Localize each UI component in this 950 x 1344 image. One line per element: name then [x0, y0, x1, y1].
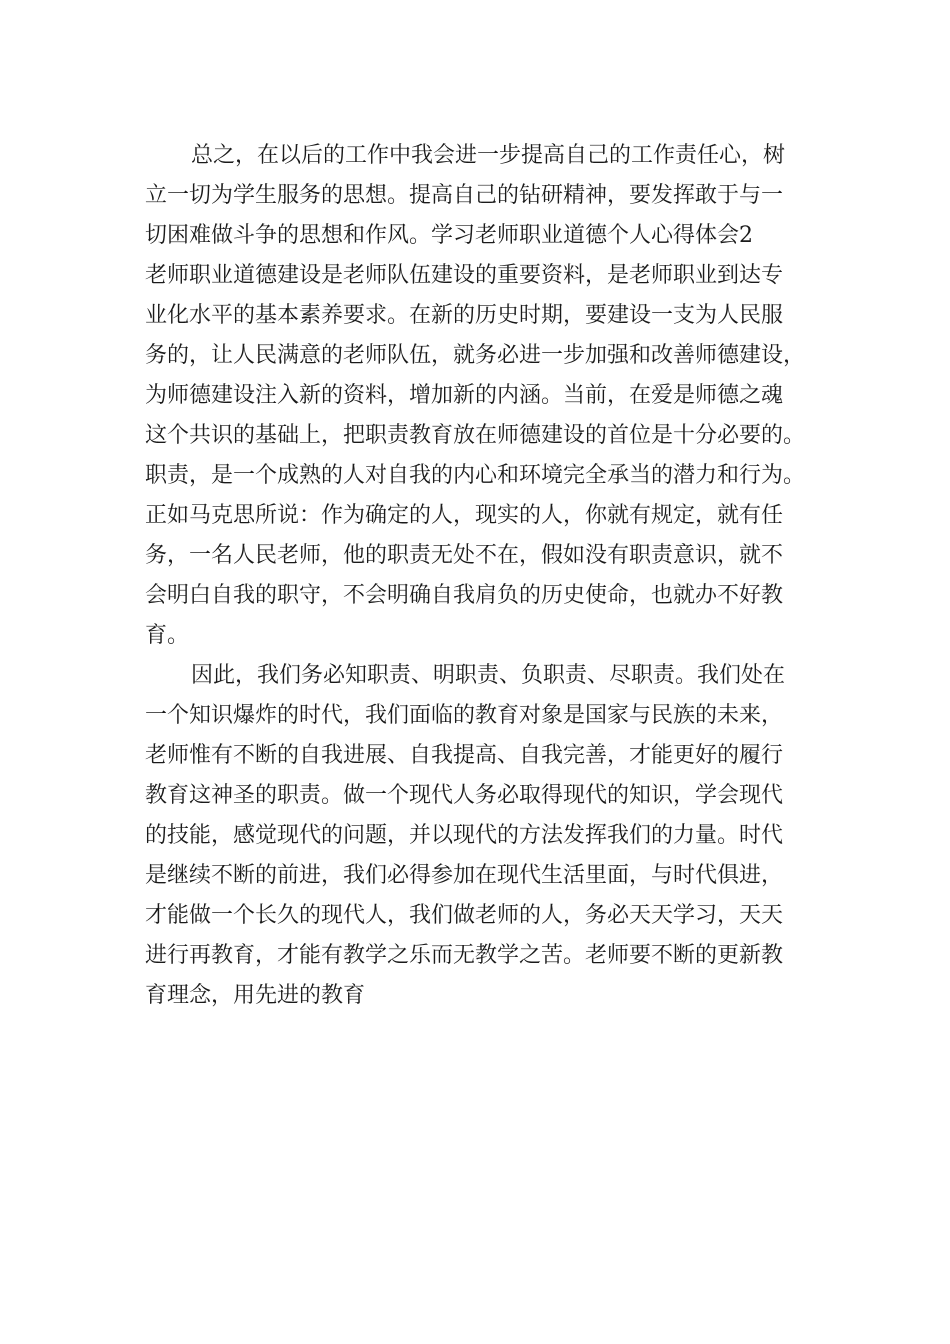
text-line: 业化水平的基本素养要求。在新的历史时期，要建设一支为人民服: [145, 303, 784, 328]
text-line: 正如马克思所说：作为确定的人，现实的人，你就有规定，就有任: [145, 503, 784, 528]
text-line: 务，一名人民老师，他的职责无处不在，假如没有职责意识，就不: [145, 543, 784, 568]
text-line: 立一切为学生服务的思想。提高自己的钻研精神，要发挥敢于与一: [145, 183, 784, 208]
text-line: 老师职业道德建设是老师队伍建设的重要资料，是老师职业到达专: [145, 263, 784, 288]
text-line: 是继续不断的前进，我们必得参加在现代生活里面，与时代俱进，: [145, 863, 784, 888]
text-line: 才能做一个长久的现代人，我们做老师的人，务必天天学习，天天: [145, 903, 784, 928]
text-line: 切困难做斗争的思想和作风。学习老师职业道德个人心得体会2: [145, 223, 753, 248]
text-line: 育。: [145, 623, 190, 648]
text-line: 会明白自我的职守，不会明确自我肩负的历史使命，也就办不好教: [145, 583, 784, 608]
text-line: 总之，在以后的工作中我会进一步提高自己的工作责任心，树: [191, 143, 786, 168]
text-line: 因此，我们务必知职责、明职责、负职责、尽职责。我们处在: [191, 663, 786, 688]
text-line: 老师惟有不断的自我进展、自我提高、自我完善，才能更好的履行: [145, 743, 784, 768]
text-line: 进行再教育，才能有教学之乐而无教学之苦。老师要不断的更新教: [145, 943, 784, 968]
text-line: 的技能，感觉现代的问题，并以现代的方法发挥我们的力量。时代: [145, 823, 784, 848]
text-line: 这个共识的基础上，把职责教育放在师德建设的首位是十分必要的。: [145, 423, 806, 448]
document-body: [145, 136, 825, 1016]
text-line: 为师德建设注入新的资料，增加新的内涵。当前，在爱是师德之魂: [145, 383, 784, 408]
text-line: 职责，是一个成熟的人对自我的内心和环境完全承当的潜力和行为。: [145, 463, 806, 488]
text-line: 务的，让人民满意的老师队伍，就务必进一步加强和改善师德建设，: [145, 343, 806, 368]
text-line: 教育这神圣的职责。做一个现代人务必取得现代的知识，学会现代: [145, 783, 784, 808]
text-line: 育理念，用先进的教育: [145, 983, 366, 1008]
text-line: 一个知识爆炸的时代，我们面临的教育对象是国家与民族的未来，: [145, 703, 784, 728]
